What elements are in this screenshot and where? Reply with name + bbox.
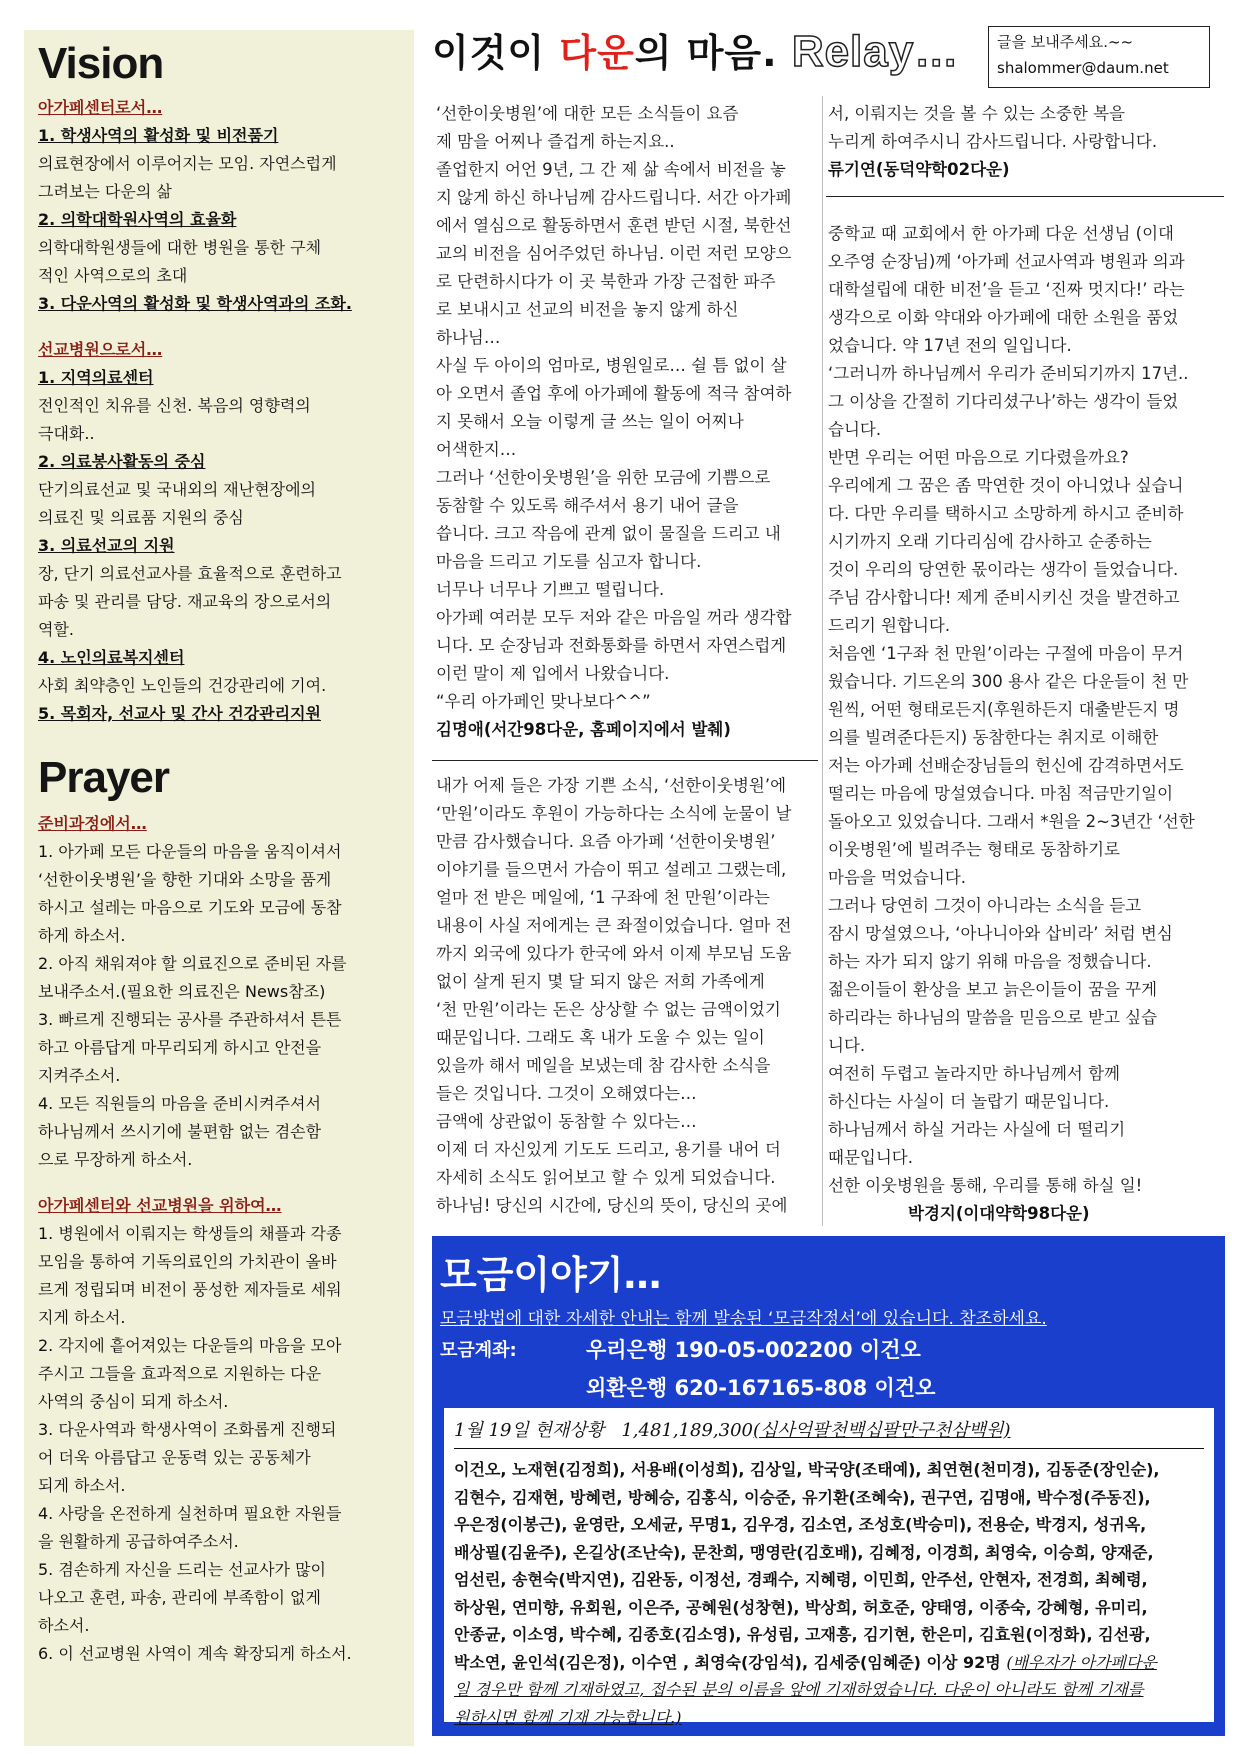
letter-line: 마음을 드리고 기도를 심고자 합니다. [436, 552, 702, 571]
letter-line: 이런 말이 제 입에서 나왔습니다. [436, 664, 670, 683]
fundraising-guide: 모금방법에 대한 자세한 안내는 함께 발송된 ‘모금작정서’에 있습니다. 참조하세요. [440, 1309, 1047, 1329]
letter-line: 에서 열심으로 활동하면서 훈련 받던 시절, 북한선 [436, 216, 792, 235]
vision-item-line: 단기의료선교 및 국내외의 재난현장에의 [38, 480, 317, 499]
letter-line: 로 보내시고 선교의 비전을 놓지 않게 하신 [436, 300, 739, 319]
letter-line: 로 단련하시다가 이 곳 북한과 가장 근접한 파주 [436, 272, 776, 291]
donor-names: 박소연, 윤인석(김은정), 이수연 , 최영숙(강임석), 김세중(임혜준) 이상 92명 [454, 1652, 1007, 1672]
vision-item-head-text: 1. 학생사역의 활성화 및 비전품기 [38, 126, 279, 145]
prayer-item-line: 하게 하소서. [38, 926, 126, 945]
vision-item-head-text: 5. 목회자, 선교사 및 간사 건강관리지원 [38, 704, 321, 723]
prayer-item-line: 모임을 통하여 기독의료인의 가치관이 올바 [38, 1252, 337, 1271]
vision-item-head [38, 644, 400, 672]
donor-line [454, 1484, 1210, 1512]
letter-line: 오주영 순장님)께 ‘아가페 선교사역과 병원과 의과 [828, 252, 1185, 271]
letter-line: 원씩, 어떤 형태로든지(후원하든지 대출받든지 명 [828, 700, 1180, 719]
vision-item-head [38, 364, 400, 392]
letter-line: 반면 우리는 어떤 마음으로 기다렸을까요? [828, 448, 1129, 467]
prayer-item-line: ‘선한이웃병원’을 향한 기대와 소망을 품게 [38, 870, 332, 889]
note-line: 글을 보내주세요.~~ [997, 33, 1134, 51]
prayer-item-line: 어 더욱 아름답고 운동력 있는 공동체가 [38, 1448, 311, 1467]
vision-section-title: 선교병원으로서… [38, 340, 163, 359]
letter-line: 사실 두 아이의 엄마로, 병원일로… 쉴 틈 없이 살 [436, 356, 787, 375]
vision-item-line: 전인적인 치유를 신천. 복음의 영향력의 [38, 396, 311, 415]
letter-line: 지 못해서 오늘 이렇게 글 쓰는 일이 어찌나 [436, 412, 744, 431]
account-keb: 외환은행 620-167165-808 이건오 [586, 1376, 936, 1400]
donor-names: 김현수, 김재현, 방혜련, 방혜승, 김홍식, 이승준, 유기환(조혜숙), 권구연, 김명애, 박수정(주동진), [454, 1487, 1151, 1507]
prayer-item-line: 하시고 설레는 마음으로 기도와 모금에 동참 [38, 898, 342, 917]
letter-line: “우리 아가페인 맞나보다^^” [436, 692, 651, 711]
status-underline [454, 1448, 1204, 1449]
donor-line [454, 1621, 1210, 1649]
letter-line: 젊은이들이 환상을 보고 늙은이들이 꿈을 꾸게 [828, 980, 1158, 999]
letter-line: 선한 이웃병원을 통해, 우리를 통해 하실 일! [828, 1176, 1143, 1195]
prayer-section-title: 아가페센터와 선교병원을 위하여… [38, 1196, 282, 1215]
letter-line: 웠습니다. 기드온의 300 용사 같은 다운들이 천 만 [828, 672, 1189, 691]
letter-line: 하나님께서 하실 거라는 사실에 더 떨리기 [828, 1120, 1126, 1139]
vision-item-head-text: 2. 의학대학원사역의 효율화 [38, 210, 237, 229]
prayer-item-line: 하나님께서 쓰시기에 불편함 없는 겸손함 [38, 1122, 322, 1141]
vision-item-head [38, 532, 400, 560]
donor-names: 하상원, 연미향, 유회원, 이은주, 공혜원(성창현), 박상희, 허호준, 양태영, 이종숙, 강혜형, 유미리, [454, 1597, 1148, 1617]
letter-line: 떨리는 마음에 망설였습니다. 마침 적금만기일이 [828, 784, 1174, 803]
prayer-item-line: 나오고 훈련, 파송, 관리에 부족함이 없게 [38, 1588, 321, 1607]
letter-line: 제 맘을 어찌나 즐겁게 하는지요.. [436, 132, 675, 151]
letter-line: 마음을 먹었습니다. [828, 868, 967, 887]
prayer-item-line: 6. 이 선교병원 사역이 계속 확장되게 하소서. [38, 1644, 352, 1663]
letter-line: 시기까지 오래 기다리심에 감사하고 순종하는 [828, 532, 1152, 551]
title-part1: 이것이 [432, 31, 560, 75]
letter-line: 하리라는 하나님의 말씀을 믿음으로 받고 싶습 [828, 1008, 1158, 1027]
letter-line: 처음엔 ‘1구좌 천 만원’이라는 구절에 마음이 무거 [828, 644, 1184, 663]
letter-line: 다. 다만 우리를 택하시고 소망하게 하시고 준비하 [828, 504, 1184, 523]
title-highlight: 다운 [559, 31, 635, 75]
vision-item-head-text: 2. 의료봉사활동의 중심 [38, 452, 206, 471]
letter-line: ‘그러니까 하나님께서 우리가 준비되기까지 17년.. [828, 364, 1189, 383]
vision-body [38, 94, 400, 728]
prayer-item-line: 주시고 그들을 효과적으로 지원하는 다운 [38, 1364, 322, 1383]
letter-line: 하는 자가 되지 않기 위해 마음을 정했습니다. [828, 952, 1152, 971]
letter-line: 들은 것입니다. 그것이 오해였다는… [436, 1084, 697, 1103]
vision-item-line: 의료진 및 의료품 지원의 중심 [38, 508, 244, 527]
prayer-item-line: 2. 아직 채워져야 할 의료진으로 준비된 자를 [38, 954, 347, 973]
prayer-heading: Prayer [38, 753, 170, 802]
prayer-item-line: 4. 모든 직원들의 마음을 준비시켜주셔서 [38, 1094, 321, 1113]
status-amount: 1,481,189,300 [621, 1420, 753, 1441]
vision-item-line: 사회 최약층인 노인들의 건강관리에 기여. [38, 676, 327, 695]
donor-note-line [454, 1676, 1210, 1704]
vision-item-head [38, 448, 400, 476]
vision-item-line: 장, 단기 의료선교사를 효율적으로 훈련하고 [38, 564, 342, 583]
letter-line: 교의 비전을 심어주었던 하나님. 이런 저런 모양으 [436, 244, 792, 263]
divider [826, 196, 1224, 197]
vision-heading: Vision [38, 39, 164, 88]
donor-list [454, 1456, 1210, 1731]
note-email: shalommer@daum.net [997, 59, 1169, 77]
vision-item-line: 적인 사역으로의 초대 [38, 266, 188, 285]
letter-kim-myungae [436, 100, 816, 744]
letter-line: 어색한지… [436, 440, 517, 459]
letter-line: 의를 빌려준다든지) 동참한다는 취지로 이해한 [828, 728, 1159, 747]
letter-line: 이웃병원’에 빌려주는 형태로 동참하기로 [828, 840, 1120, 859]
vision-section-title: 아가페센터로서… [38, 98, 163, 117]
donor-note: 원하시면 함께 기재 가능합니다.) [454, 1707, 682, 1727]
letter-line: 중학교 때 교회에서 한 아가페 다운 선생님 (이대 [828, 224, 1174, 243]
prayer-item-line: 3. 빠르게 진행되는 공사를 주관하셔서 튼튼 [38, 1010, 342, 1029]
prayer-item-line: 르게 정립되며 비전이 풍성한 제자들로 세워 [38, 1280, 342, 1299]
letter-ryu-giyeon-part2 [828, 100, 1218, 184]
letter-line: 우리에게 그 꿈은 좀 막연한 것이 아니었나 싶습니 [828, 476, 1184, 495]
submission-note [988, 26, 1210, 88]
letter-line: 하나님… [436, 328, 501, 347]
letter-park-kyungji [828, 220, 1218, 1228]
letter-signature: 박경지(이대약학98다운) [908, 1204, 1090, 1223]
letter-line: 자세히 소식도 읽어보고 할 수 있게 되었습니다. [436, 1168, 776, 1187]
column-divider [822, 96, 823, 1226]
donor-line [454, 1649, 1210, 1677]
prayer-body [38, 810, 400, 1668]
page-title [432, 22, 959, 82]
prayer-item-line: 1. 병원에서 이뤄지는 학생들의 채플과 각종 [38, 1224, 342, 1243]
letter-line: 누리게 하여주시니 감사드립니다. 사랑합니다. [828, 132, 1158, 151]
letter-signature: 김명애(서간98다운, 홈페이지에서 발췌) [436, 720, 731, 739]
letter-line: 때문입니다. [828, 1148, 913, 1167]
letter-line: 습니다. [828, 420, 882, 439]
letter-line: 생각으로 이화 약대와 아가페에 대한 소원을 품었 [828, 308, 1179, 327]
letter-line: 금액에 상관없이 동참할 수 있다는… [436, 1112, 697, 1131]
letter-line: 니다. 모 순장님과 전화통화를 하면서 자연스럽게 [436, 636, 787, 655]
vision-item-head-text: 3. 다운사역의 활성화 및 학생사역과의 조화. [38, 294, 352, 313]
divider [432, 760, 818, 761]
prayer-item-line: 하고 아름답게 마무리되게 하시고 안전을 [38, 1038, 322, 1057]
vision-item-line: 의학대학원생들에 대한 병원을 통한 구체 [38, 238, 322, 257]
prayer-item-line: 을 원활하게 공급하여주소서. [38, 1532, 239, 1551]
letter-line: 때문입니다. 그래도 혹 내가 도울 수 있는 일이 [436, 1028, 765, 1047]
letter-line: 것이 우리의 당연한 몫이라는 생각이 들었습니다. [828, 560, 1179, 579]
vision-item-head [38, 290, 400, 318]
title-relay: Relay… [791, 27, 960, 76]
prayer-item-line: 하소서. [38, 1616, 90, 1635]
letter-line: ‘천 만원’이라는 돈은 상상할 수 없는 금액이었기 [436, 1000, 781, 1019]
letter-line: 그러나 당연히 그것이 아니라는 소식을 듣고 [828, 896, 1142, 915]
donor-names: 우은정(이봉근), 윤영란, 오세균, 무명1, 김우경, 김소연, 조성호(박승미), 전용순, 박경지, 성귀옥, [454, 1515, 1147, 1534]
donor-names: 엄선린, 송현숙(박지연), 김완동, 이정선, 경쾌수, 지혜령, 이민희, 안주선, 안현자, 전경희, 최혜령, [454, 1570, 1148, 1589]
donor-names: 배상필(김윤주), 온길상(조난숙), 문찬희, 맹영란(김호배), 김혜정, 이경희, 최영숙, 이승희, 양재준, [454, 1542, 1154, 1562]
letter-line: 없이 살게 된지 몇 달 되지 않은 저희 가족에게 [436, 972, 765, 991]
sidebar-panel [24, 30, 414, 1746]
donor-line [454, 1511, 1210, 1539]
donor-note: 일 경우만 함께 기재하였고, 접수된 분의 이름을 앞에 기재하였습니다. 다운이 아니라도 함께 기재를 [454, 1680, 1144, 1699]
letter-signature: 류기연(동덕약학02다운) [828, 160, 1010, 179]
letter-line: 만큼 감사했습니다. 요즘 아가페 ‘선한이웃병원’ [436, 832, 776, 851]
letter-line: 동참할 수 있도록 해주셔서 용기 내어 글을 [436, 496, 739, 515]
letter-line: 그 이상을 간절히 기다리셨구나’하는 생각이 들었 [828, 392, 1179, 411]
vision-item-head [38, 206, 400, 234]
prayer-item-line: 5. 겸손하게 자신을 드리는 선교사가 많이 [38, 1560, 326, 1579]
letter-line: 서, 이뤄지는 것을 볼 수 있는 소중한 복을 [828, 104, 1125, 123]
donor-line [454, 1456, 1210, 1484]
letter-line: 드리기 원합니다. [828, 616, 951, 635]
letter-line: 그러나 ‘선한이웃병원’을 위한 모금에 기쁨으로 [436, 468, 771, 487]
donor-line [454, 1539, 1210, 1567]
letter-line: 너무나 너무나 기쁘고 떨립니다. [436, 580, 665, 599]
prayer-item-line: 4. 사랑을 온전하게 실천하며 필요한 자원들 [38, 1504, 342, 1523]
title-part2: 의 마음. [634, 31, 792, 75]
letter-line: 내가 어제 들은 가장 기쁜 소식, ‘선한이웃병원’에 [436, 776, 787, 795]
prayer-item-line: 보내주소서.(필요한 의료진은 News참조) [38, 982, 326, 1001]
letter-line: 여전히 두렵고 놀라지만 하나님께서 함께 [828, 1064, 1120, 1083]
donor-names: 이건오, 노재현(김정희), 서용배(이성희), 김상일, 박국양(조태예), 최연현(천미경), 김동준(장인순), [454, 1460, 1160, 1479]
prayer-item-line: 지켜주소서. [38, 1066, 121, 1085]
status-date: 1월 19일 현재상황 [454, 1420, 605, 1441]
letter-line: 졸업한지 어언 9년, 그 간 제 삶 속에서 비전을 놓 [436, 160, 786, 179]
vision-item-head [38, 700, 400, 728]
letter-line: 아 오면서 졸업 후에 아가페에 활동에 적극 참여하 [436, 384, 792, 403]
letter-line: 돌아오고 있었습니다. 그래서 *원을 2~3년간 ‘선한 [828, 812, 1195, 831]
vision-item-head-text: 3. 의료선교의 지원 [38, 536, 175, 555]
prayer-item-line: 으로 무장하게 하소서. [38, 1150, 193, 1169]
letter-line: 이제 더 자신있게 기도도 드리고, 용기를 내어 더 [436, 1140, 781, 1159]
letter-ryu-giyeon-part1 [436, 772, 816, 1220]
letter-line: 있을까 해서 메일을 보냈는데 참 감사한 소식을 [436, 1056, 771, 1075]
letter-line: ‘선한이웃병원’에 대한 모든 소식들이 요즘 [436, 104, 739, 123]
letter-line: 하신다는 사실이 더 놀랍기 때문입니다. [828, 1092, 1110, 1111]
account-woori: 우리은행 190-05-002200 이건오 [586, 1338, 921, 1362]
letter-line: 까지 외국에 있다가 한국에 와서 이제 부모님 도움 [436, 944, 792, 963]
letter-line: 었습니다. 약 17년 전의 일입니다. [828, 336, 1072, 355]
vision-item-line: 그려보는 다운의 삶 [38, 182, 172, 201]
letter-line: 이야기를 들으면서 가슴이 뛰고 설레고 그랬는데, [436, 860, 787, 879]
vision-item-head [38, 122, 400, 150]
status-amount-words: (십사억팔천백십팔만구천삼백원) [753, 1420, 1011, 1441]
letter-line: 얼마 전 받은 메일에, ‘1 구좌에 천 만원’이라는 [436, 888, 770, 907]
prayer-item-line: 2. 각지에 흩어져있는 다운들의 마음을 모아 [38, 1336, 342, 1355]
vision-item-line: 극대화.. [38, 424, 95, 443]
letter-line: 씁니다. 크고 작음에 관계 없이 물질을 드리고 내 [436, 524, 781, 543]
letter-line: 잠시 망설였으나, ‘아나니아와 삽비라’ 처럼 변심 [828, 924, 1173, 943]
donor-note-line [454, 1704, 1210, 1732]
account-label: 모금계좌: [440, 1340, 517, 1361]
letter-line: 하나님! 당신의 시간에, 당신의 뜻이, 당신의 곳에 [436, 1196, 788, 1215]
vision-item-head-text: 1. 지역의료센터 [38, 368, 154, 387]
current-status [454, 1416, 1010, 1442]
vision-item-line: 파송 및 관리를 담당. 재교육의 장으로서의 [38, 592, 332, 611]
prayer-item-line: 3. 다운사역과 학생사역이 조화롭게 진행되 [38, 1420, 337, 1439]
letter-line: ‘만원’이라도 후원이 가능하다는 소식에 눈물이 날 [436, 804, 792, 823]
prayer-section-title: 준비과정에서… [38, 814, 147, 833]
prayer-item-line: 지게 하소서. [38, 1308, 126, 1327]
prayer-item-line: 1. 아가페 모든 다운들의 마음을 움직이셔서 [38, 842, 342, 861]
letter-line: 니다. [828, 1036, 866, 1055]
prayer-item-line: 사역의 중심이 되게 하소서. [38, 1392, 229, 1411]
letter-line: 대학설립에 대한 비전’을 듣고 ‘진짜 멋지다!’ 라는 [828, 280, 1185, 299]
vision-item-line: 의료현장에서 이루어지는 모임. 자연스럽게 [38, 154, 337, 173]
donor-line [454, 1566, 1210, 1594]
vision-item-line: 역할. [38, 620, 74, 639]
letter-line: 지 않게 하신 하나님께 감사드립니다. 서간 아가페 [436, 188, 792, 207]
donor-names: 안종균, 이소영, 박수혜, 김종호(김소영), 유성림, 고재흥, 김기현, 한은미, 김효원(이정화), 김선광, [454, 1625, 1151, 1644]
fundraising-title: 모금이야기… [440, 1253, 662, 1297]
letter-line: 저는 아가페 선배순장님들의 헌신에 감격하면서도 [828, 756, 1184, 775]
letter-line: 아가페 여러분 모두 저와 같은 마음일 꺼라 생각합 [436, 608, 792, 627]
prayer-item-line: 되게 하소서. [38, 1476, 126, 1495]
donor-note-start: (배우자가 아가페다운 [1006, 1652, 1157, 1672]
donor-line [454, 1594, 1210, 1622]
vision-item-head-text: 4. 노인의료복지센터 [38, 648, 185, 667]
letter-line: 주님 감사합니다! 제게 준비시키신 것을 발견하고 [828, 588, 1180, 607]
letter-line: 내용이 사실 저에게는 큰 좌절이었습니다. 얼마 전 [436, 916, 792, 935]
